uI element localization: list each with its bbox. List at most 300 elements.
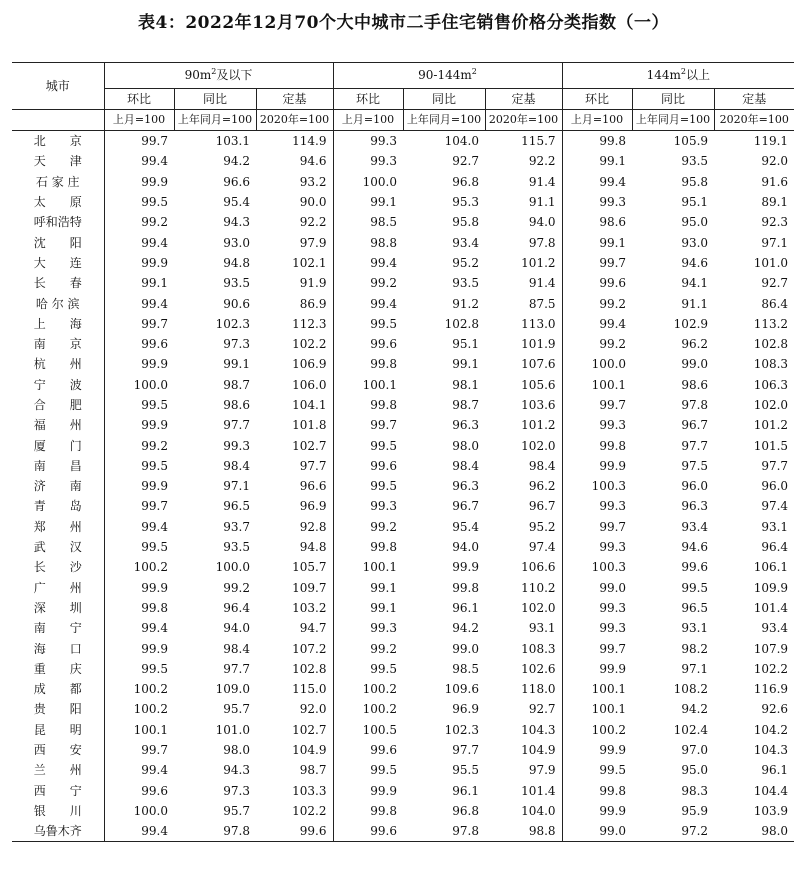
city-column-header: 城市 (12, 63, 104, 110)
index-value: 100.2 (133, 702, 168, 717)
table-row (12, 253, 794, 273)
index-value: 98.4 (452, 458, 479, 473)
index-value: 101.5 (753, 438, 789, 453)
index-value: 100.2 (333, 679, 403, 699)
index-value: 99.5 (141, 398, 168, 412)
base-label-4: 上年同月=100 (403, 110, 485, 131)
index-value: 94.2 (681, 702, 709, 717)
city-name: 石 家 庄 (12, 172, 104, 192)
index-value: 113.0 (521, 316, 556, 331)
index-value: 97.7 (761, 458, 789, 473)
index-value: 114.9 (292, 134, 327, 149)
index-value: 99.4 (562, 314, 632, 334)
index-value: 95.8 (681, 174, 709, 189)
index-value: 99.5 (333, 435, 403, 455)
index-value: 103.9 (753, 803, 789, 818)
index-value: 102.0 (521, 600, 556, 615)
index-value: 103.6 (521, 398, 556, 412)
index-value: 92.2 (528, 154, 556, 169)
index-value: 102.4 (673, 722, 709, 737)
index-value: 86.4 (761, 296, 789, 311)
subheader-8: 定基 (714, 89, 794, 110)
index-value: 98.1 (452, 377, 479, 392)
index-value: 92.7 (452, 154, 479, 169)
page-title: 表4：2022年12月70个大中城市二手住宅销售价格分类指数（一） (138, 13, 669, 33)
subheader-5: 定基 (485, 89, 562, 110)
index-value: 99.1 (562, 232, 632, 252)
index-value: 97.8 (528, 235, 556, 250)
index-value: 93.4 (452, 235, 479, 250)
index-value: 96.3 (681, 499, 709, 514)
base-label-3: 上月=100 (333, 110, 403, 131)
index-value: 98.6 (681, 377, 709, 392)
index-value: 103.1 (215, 134, 250, 149)
index-value: 102.2 (292, 337, 327, 352)
index-value: 100.3 (562, 476, 632, 496)
index-value: 96.9 (299, 499, 327, 514)
index-value: 100.1 (333, 375, 403, 395)
city-name: 青 岛 (12, 496, 104, 516)
index-value: 96.8 (452, 803, 479, 818)
table-row (12, 192, 794, 212)
index-value: 106.6 (521, 560, 556, 575)
city-name: 太 原 (12, 192, 104, 212)
index-value: 95.8 (452, 215, 479, 230)
index-value: 98.4 (223, 641, 250, 656)
index-value: 119.1 (753, 134, 789, 149)
index-value: 98.0 (452, 438, 479, 453)
index-value: 99.2 (141, 438, 168, 453)
index-value: 97.7 (681, 438, 709, 453)
index-value: 97.4 (528, 540, 556, 555)
index-value: 96.1 (761, 763, 789, 778)
index-value: 99.4 (141, 519, 168, 534)
table-row (12, 334, 794, 354)
index-value: 99.1 (452, 357, 479, 372)
index-value: 93.0 (223, 235, 250, 250)
index-value: 95.7 (223, 702, 250, 717)
index-value: 101.0 (215, 722, 250, 737)
index-value: 104.0 (444, 134, 479, 149)
index-value: 98.8 (333, 232, 403, 252)
index-value: 99.5 (141, 661, 168, 676)
index-value: 96.7 (681, 418, 709, 433)
index-value: 99.9 (141, 580, 168, 595)
index-value: 96.1 (452, 600, 479, 615)
index-value: 93.5 (452, 276, 479, 291)
index-value: 99.3 (333, 131, 403, 152)
index-value: 99.7 (562, 395, 632, 415)
table-row (12, 232, 794, 252)
index-value: 96.0 (761, 479, 789, 494)
city-name: 兰 州 (12, 760, 104, 780)
table-row (12, 517, 794, 537)
table-row (12, 659, 794, 679)
index-value: 95.0 (681, 763, 709, 778)
index-value: 94.2 (452, 621, 479, 636)
subheader-2: 定基 (256, 89, 333, 110)
index-value: 99.7 (562, 517, 632, 537)
table-row (12, 375, 794, 395)
index-value: 99.7 (141, 134, 168, 149)
index-value: 94.6 (681, 540, 709, 555)
index-value: 98.7 (452, 398, 479, 412)
index-value: 91.6 (761, 174, 789, 189)
city-name: 长 沙 (12, 557, 104, 577)
index-value: 102.0 (753, 398, 789, 412)
index-value: 99.4 (333, 253, 403, 273)
index-value: 95.1 (452, 337, 479, 352)
index-value: 99.2 (333, 273, 403, 293)
index-value: 102.7 (292, 438, 327, 453)
index-value: 94.1 (681, 276, 709, 291)
index-value: 102.3 (215, 316, 250, 331)
table-row (12, 172, 794, 192)
city-name: 杭 州 (12, 354, 104, 374)
index-value: 99.8 (333, 801, 403, 821)
table-row (12, 476, 794, 496)
index-value: 97.3 (223, 337, 250, 352)
index-value: 99.6 (333, 821, 403, 842)
index-value: 99.9 (141, 641, 168, 656)
index-value: 106.0 (292, 377, 327, 392)
index-value: 96.3 (452, 418, 479, 433)
index-value: 94.7 (299, 621, 327, 636)
table-row (12, 537, 794, 557)
index-value: 99.8 (141, 600, 168, 615)
index-value: 99.6 (681, 560, 709, 575)
index-value: 102.1 (292, 255, 327, 270)
index-value: 90.6 (223, 296, 250, 311)
index-value: 102.8 (292, 661, 327, 676)
index-value: 99.6 (141, 337, 168, 352)
city-name: 武 汉 (12, 537, 104, 557)
index-value: 98.3 (681, 783, 709, 798)
index-value: 99.9 (562, 456, 632, 476)
index-value: 99.6 (333, 740, 403, 760)
index-value: 99.1 (333, 192, 403, 212)
index-value: 99.7 (562, 253, 632, 273)
table-row (12, 212, 794, 232)
city-name: 郑 州 (12, 517, 104, 537)
index-value: 101.4 (753, 600, 789, 615)
table-row (12, 679, 794, 699)
index-value: 99.2 (333, 517, 403, 537)
index-value: 99.3 (562, 415, 632, 435)
index-value: 92.8 (299, 519, 327, 534)
table-row (12, 314, 794, 334)
index-value: 91.9 (299, 276, 327, 291)
city-name: 北 京 (12, 131, 104, 152)
index-value: 92.7 (761, 276, 789, 291)
city-name: 贵 阳 (12, 699, 104, 719)
index-value: 99.2 (562, 293, 632, 313)
base-label-0: 上月=100 (104, 110, 174, 131)
index-value: 100.3 (562, 557, 632, 577)
index-value: 98.0 (223, 743, 250, 758)
index-value: 102.7 (292, 722, 327, 737)
index-value: 99.8 (562, 435, 632, 455)
index-value: 99.1 (333, 598, 403, 618)
table-row (12, 720, 794, 740)
index-value: 91.4 (528, 276, 556, 291)
index-value: 99.9 (141, 418, 168, 433)
index-value: 99.6 (141, 783, 168, 798)
index-value: 102.2 (292, 803, 327, 818)
index-value: 97.7 (223, 418, 250, 433)
index-value: 99.5 (333, 476, 403, 496)
city-name: 上 海 (12, 314, 104, 334)
index-value: 99.5 (562, 760, 632, 780)
index-value: 99.8 (562, 131, 632, 152)
table-row (12, 557, 794, 577)
index-value: 98.2 (681, 641, 709, 656)
index-value: 92.3 (761, 215, 789, 230)
index-value: 106.1 (753, 560, 789, 575)
index-value: 98.4 (223, 458, 250, 473)
index-value: 97.9 (528, 763, 556, 778)
index-value: 104.4 (753, 783, 789, 798)
index-value: 99.6 (256, 821, 333, 842)
base-label-7: 上年同月=100 (632, 110, 714, 131)
index-value: 101.2 (753, 418, 789, 433)
index-value: 95.3 (452, 195, 479, 210)
index-value: 94.8 (299, 540, 327, 555)
city-name: 昆 明 (12, 720, 104, 740)
index-value: 95.7 (223, 803, 250, 818)
index-value: 97.4 (761, 499, 789, 514)
index-value: 99.1 (333, 578, 403, 598)
index-value: 103.3 (292, 783, 327, 798)
base-label-2: 2020年=100 (256, 110, 333, 131)
index-value: 91.4 (528, 174, 556, 189)
index-value: 93.0 (681, 235, 709, 250)
index-value: 97.1 (761, 235, 789, 250)
index-value: 104.3 (521, 722, 556, 737)
base-label-5: 2020年=100 (485, 110, 562, 131)
index-value: 96.0 (681, 479, 709, 494)
index-value: 99.8 (562, 781, 632, 801)
table-row (12, 821, 794, 842)
index-value: 109.7 (292, 580, 327, 595)
index-value: 92.0 (761, 154, 789, 169)
index-value: 99.2 (333, 638, 403, 658)
index-value: 95.2 (528, 519, 556, 534)
city-name: 合 肥 (12, 395, 104, 415)
index-value: 99.5 (681, 580, 709, 595)
index-value: 94.0 (528, 215, 556, 230)
index-value: 99.4 (141, 296, 168, 311)
index-value: 100.2 (333, 699, 403, 719)
index-value: 98.5 (333, 212, 403, 232)
group-header-small: $90m^2$及以下 (104, 63, 333, 89)
index-value: 99.4 (141, 763, 168, 778)
index-value: 93.4 (761, 621, 789, 636)
index-value: 116.9 (753, 682, 789, 697)
index-value: 99.5 (141, 458, 168, 473)
city-name: 西 安 (12, 740, 104, 760)
index-value: 99.3 (562, 192, 632, 212)
index-value: 99.5 (333, 760, 403, 780)
index-value: 96.5 (681, 600, 709, 615)
table-row (12, 395, 794, 415)
table-row (12, 598, 794, 618)
city-name: 海 口 (12, 638, 104, 658)
index-value: 99.0 (452, 641, 479, 656)
table-row (12, 415, 794, 435)
index-value: 99.9 (333, 781, 403, 801)
index-value: 104.3 (753, 743, 789, 758)
index-value: 100.1 (562, 375, 632, 395)
index-value: 97.8 (174, 821, 256, 842)
index-value: 94.0 (223, 621, 250, 636)
index-value: 92.0 (299, 702, 327, 717)
index-value: 97.7 (299, 458, 327, 473)
table-row (12, 638, 794, 658)
index-value: 100.2 (133, 682, 168, 697)
index-value: 99.3 (562, 618, 632, 638)
index-value: 99.9 (562, 659, 632, 679)
index-value: 107.9 (753, 641, 789, 656)
index-value: 101.8 (292, 418, 327, 433)
table-row (12, 699, 794, 719)
index-value: 91.2 (452, 296, 479, 311)
city-name: 哈 尔 滨 (12, 293, 104, 313)
index-value: 95.5 (452, 763, 479, 778)
index-value: 105.6 (521, 377, 556, 392)
index-value: 107.2 (292, 641, 327, 656)
index-value: 99.6 (333, 334, 403, 354)
index-value: 96.6 (299, 479, 327, 494)
index-value: 97.2 (632, 821, 714, 842)
subheader-3: 环比 (333, 89, 403, 110)
index-value: 115.0 (292, 682, 327, 697)
index-value: 99.8 (333, 537, 403, 557)
index-value: 109.0 (215, 682, 250, 697)
index-value: 99.4 (141, 621, 168, 636)
index-value: 99.9 (452, 560, 479, 575)
index-value: 94.6 (299, 154, 327, 169)
city-name: 南 昌 (12, 456, 104, 476)
city-name: 南 京 (12, 334, 104, 354)
table-row (12, 578, 794, 598)
city-name: 成 都 (12, 679, 104, 699)
subheader-0: 环比 (104, 89, 174, 110)
index-value: 96.7 (528, 499, 556, 514)
city-name: 天 津 (12, 151, 104, 171)
index-value: 99.5 (333, 659, 403, 679)
index-value: 95.0 (681, 215, 709, 230)
index-value: 99.4 (333, 293, 403, 313)
index-value: 99.3 (223, 438, 250, 453)
index-value: 97.0 (681, 743, 709, 758)
index-value: 94.2 (223, 154, 250, 169)
table-row (12, 618, 794, 638)
table-row (12, 801, 794, 821)
index-value: 102.9 (673, 316, 709, 331)
index-value: 96.2 (528, 479, 556, 494)
index-value: 97.1 (223, 479, 250, 494)
city-base-cell (12, 110, 104, 131)
index-value: 90.0 (299, 195, 327, 210)
index-value: 97.5 (681, 458, 709, 473)
index-value: 98.6 (562, 212, 632, 232)
index-value: 105.9 (673, 134, 709, 149)
index-value: 99.7 (141, 316, 168, 331)
city-name: 宁 波 (12, 375, 104, 395)
table-row (12, 131, 794, 152)
index-value: 104.9 (521, 743, 556, 758)
index-value: 96.8 (452, 174, 479, 189)
index-value: 106.3 (753, 377, 789, 392)
index-value: 96.2 (681, 337, 709, 352)
index-value: 96.5 (223, 499, 250, 514)
city-name: 长 春 (12, 273, 104, 293)
base-label-6: 上月=100 (562, 110, 632, 131)
index-value: 100.0 (562, 354, 632, 374)
index-value: 101.2 (521, 418, 556, 433)
index-value: 98.4 (528, 458, 556, 473)
subheader-7: 同比 (632, 89, 714, 110)
index-value: 97.7 (223, 661, 250, 676)
city-name: 南 宁 (12, 618, 104, 638)
index-value: 118.0 (521, 682, 556, 697)
index-value: 91.1 (681, 296, 709, 311)
subheader-1: 同比 (174, 89, 256, 110)
index-value: 100.5 (333, 720, 403, 740)
table-row (12, 354, 794, 374)
index-value: 95.4 (452, 519, 479, 534)
index-value: 99.4 (104, 821, 174, 842)
index-value: 100.0 (133, 803, 168, 818)
index-value: 99.3 (333, 151, 403, 171)
index-value: 98.6 (223, 398, 250, 412)
index-value: 101.0 (753, 255, 789, 270)
base-label-1: 上年同月=100 (174, 110, 256, 131)
index-value: 102.2 (753, 661, 789, 676)
index-value: 99.9 (141, 357, 168, 372)
index-value: 99.8 (333, 354, 403, 374)
index-value: 97.7 (452, 743, 479, 758)
index-value: 94.6 (681, 255, 709, 270)
index-value: 100.1 (562, 699, 632, 719)
index-value: 99.3 (333, 618, 403, 638)
index-value: 99.3 (333, 496, 403, 516)
index-value: 102.8 (444, 316, 479, 331)
price-index-table (12, 62, 794, 842)
index-value: 95.4 (223, 195, 250, 210)
index-value: 112.3 (292, 316, 327, 331)
table-row (12, 781, 794, 801)
city-name: 济 南 (12, 476, 104, 496)
city-name: 福 州 (12, 415, 104, 435)
index-value: 94.3 (223, 763, 250, 778)
index-value: 93.2 (299, 174, 327, 189)
index-value: 100.2 (562, 720, 632, 740)
index-value: 99.0 (681, 357, 709, 372)
index-value: 99.7 (141, 743, 168, 758)
index-value: 99.9 (141, 174, 168, 189)
index-value: 110.2 (521, 580, 556, 595)
index-value: 99.4 (141, 235, 168, 250)
index-value: 99.1 (223, 357, 250, 372)
index-value: 99.5 (333, 314, 403, 334)
city-name: 呼和浩特 (12, 212, 104, 232)
index-value: 87.5 (528, 296, 556, 311)
city-name: 深 圳 (12, 598, 104, 618)
index-value: 103.2 (292, 600, 327, 615)
index-value: 99.4 (141, 154, 168, 169)
